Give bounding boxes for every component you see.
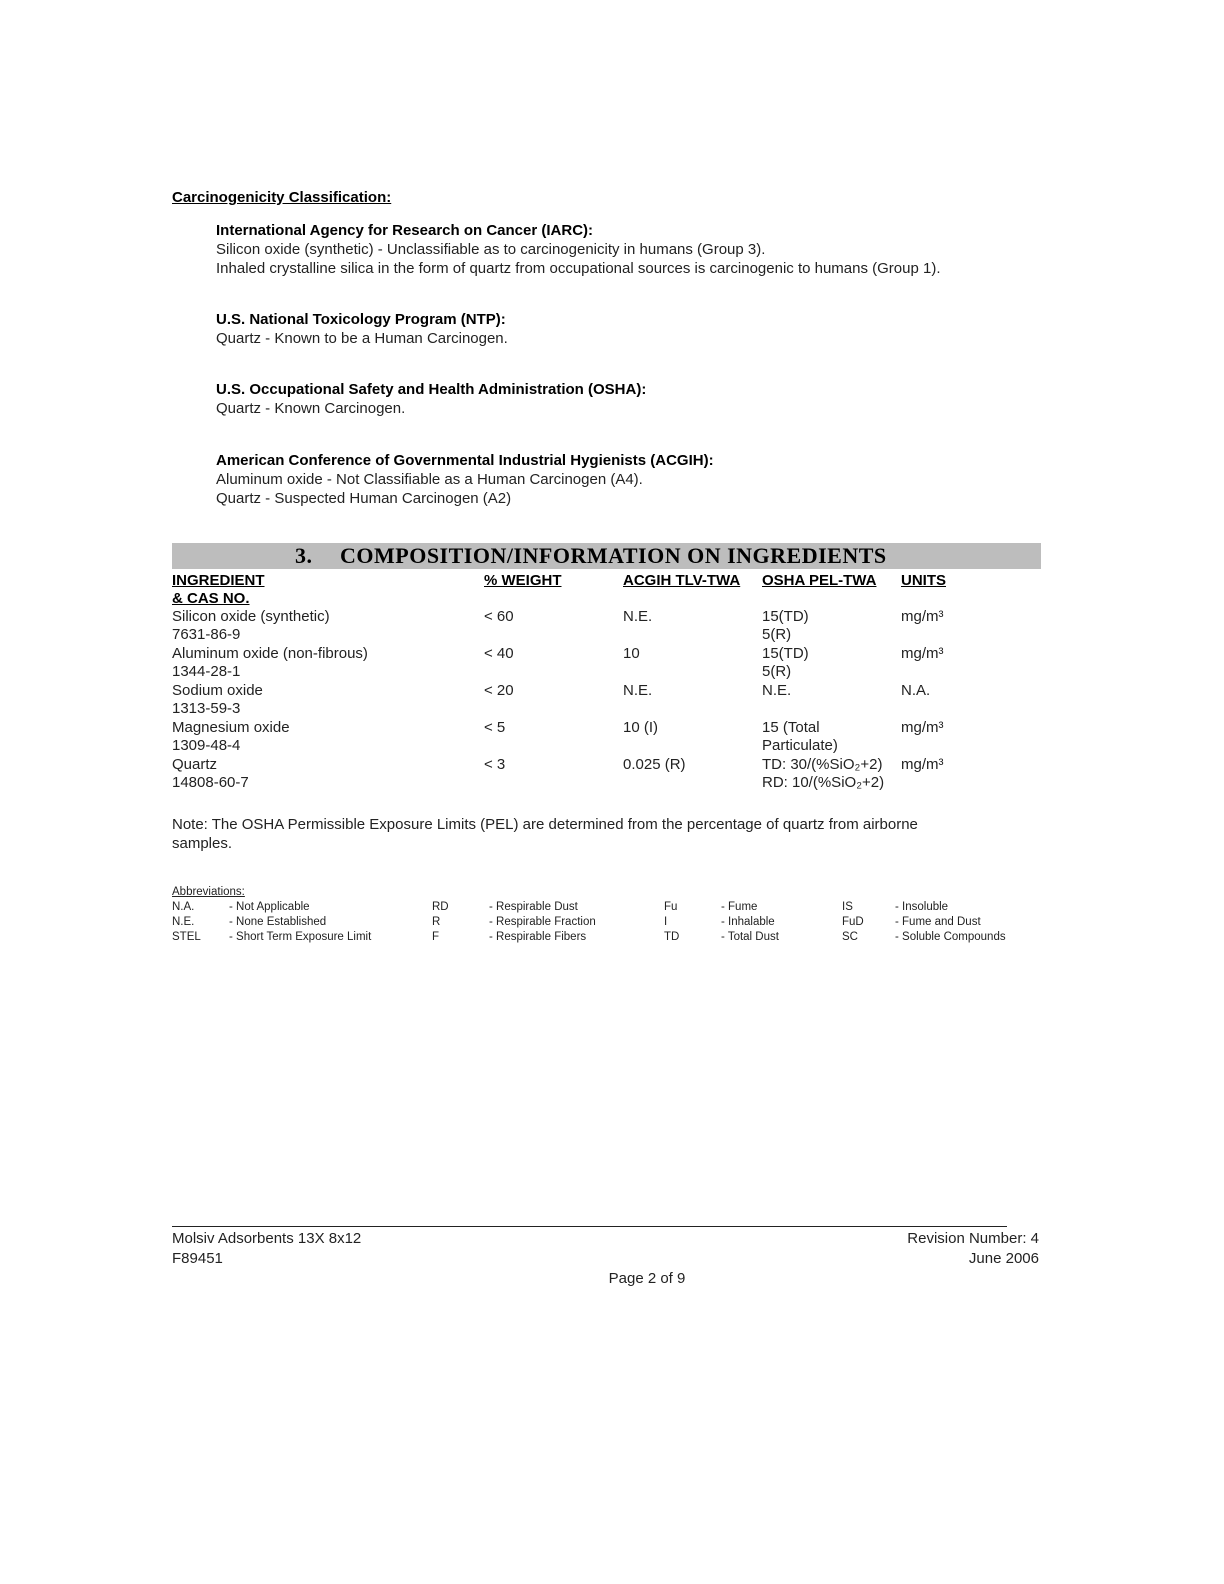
percent-weight: < 3 — [484, 756, 506, 773]
note-line: Note: The OSHA Permissible Exposure Limits (PEL) are determined from the percentage of quartz from airborne — [172, 816, 918, 833]
footer-rule — [172, 1226, 1007, 1227]
osha-value: 15(TD) — [762, 608, 809, 625]
abbr-code: FuD — [842, 916, 864, 928]
acgih-line: Quartz - Suspected Human Carcinogen (A2) — [216, 490, 512, 507]
header-cas: & CAS NO. — [172, 590, 250, 607]
percent-weight: < 40 — [484, 645, 514, 662]
abbr-desc: - Inhalable — [721, 916, 775, 928]
abbr-desc: - Respirable Fraction — [489, 916, 596, 928]
osha-value: RD: 10/(%SiO₂+2) — [762, 774, 885, 791]
osha-value: 5(R) — [762, 663, 792, 680]
acgih-value: N.E. — [623, 682, 653, 699]
abbr-desc: - Fume — [721, 901, 758, 913]
abbr-desc: - Short Term Exposure Limit — [229, 931, 372, 943]
cas-number: 7631-86-9 — [172, 626, 241, 643]
cas-number: 14808-60-7 — [172, 774, 249, 791]
abbr-desc: - None Established — [229, 916, 327, 928]
ntp-title: U.S. National Toxicology Program (NTP): — [216, 311, 506, 328]
cas-number: 1313-59-3 — [172, 700, 241, 717]
footer-product: Molsiv Adsorbents 13X 8x12 — [172, 1230, 362, 1247]
abbr-desc: - Total Dust — [721, 931, 779, 943]
abbr-code: STEL — [172, 931, 201, 943]
header-osha: OSHA PEL-TWA — [762, 572, 877, 589]
section-number: 3. — [295, 543, 313, 568]
units-value: mg/m³ — [901, 719, 944, 736]
abbr-desc: - Insoluble — [895, 901, 949, 913]
acgih-title: American Conference of Governmental Industrial Hygienists (ACGIH): — [216, 452, 714, 469]
abbr-code: RD — [432, 901, 449, 913]
osha-value: 15 (Total — [762, 719, 820, 736]
osha-value: TD: 30/(%SiO₂+2) — [762, 756, 883, 773]
ntp-line: Quartz - Known to be a Human Carcinogen. — [216, 330, 508, 347]
iarc-line: Silicon oxide (synthetic) - Unclassifiable as to carcinogenicity in humans (Group 3). — [216, 241, 766, 258]
abbr-code: R — [432, 916, 441, 928]
carcinogenicity-heading: Carcinogenicity Classification: — [172, 189, 392, 206]
ingredient-name: Aluminum oxide (non-fibrous) — [172, 645, 368, 662]
ingredient-name: Quartz — [172, 756, 218, 773]
percent-weight: < 20 — [484, 682, 514, 699]
osha-title: U.S. Occupational Safety and Health Administration (OSHA): — [216, 381, 647, 398]
units-value: mg/m³ — [901, 608, 944, 625]
footer-page-number: Page 2 of 9 — [608, 1270, 686, 1287]
acgih-value: 0.025 (R) — [623, 756, 686, 773]
abbr-code: TD — [664, 931, 680, 943]
acgih-value: 10 (I) — [623, 719, 659, 736]
abbr-desc: - Fume and Dust — [895, 916, 981, 928]
cas-number: 1344-28-1 — [172, 663, 241, 680]
acgih-value: N.E. — [623, 608, 653, 625]
cas-number: 1309-48-4 — [172, 737, 241, 754]
abbr-desc: - Respirable Dust — [489, 901, 578, 913]
units-value: mg/m³ — [901, 645, 944, 662]
percent-weight: < 60 — [484, 608, 514, 625]
abbr-code: N.E. — [172, 916, 195, 928]
abbr-code: F — [432, 931, 440, 943]
osha-value: Particulate) — [762, 737, 838, 754]
ingredient-name: Sodium oxide — [172, 682, 263, 699]
header-units: UNITS — [901, 572, 946, 589]
footer-revision: Revision Number: 4 — [907, 1230, 1039, 1247]
section-title-text: COMPOSITION/INFORMATION ON INGREDIENTS — [340, 543, 887, 568]
note-line: samples. — [172, 835, 233, 852]
header-weight: % WEIGHT — [484, 572, 562, 589]
osha-value: 5(R) — [762, 626, 792, 643]
footer-date: June 2006 — [968, 1250, 1039, 1267]
header-ingredient: INGREDIENT — [172, 572, 265, 589]
abbr-desc: - Soluble Compounds — [895, 931, 1006, 943]
osha-value: N.E. — [762, 682, 792, 699]
units-value: N.A. — [901, 682, 931, 699]
acgih-line: Aluminum oxide - Not Classifiable as a Human Carcinogen (A4). — [216, 471, 643, 488]
ingredient-name: Silicon oxide (synthetic) — [172, 608, 330, 625]
section-title — [295, 543, 887, 569]
units-value: mg/m³ — [901, 756, 944, 773]
iarc-title: International Agency for Research on Cancer (IARC): — [216, 222, 594, 239]
acgih-value: 10 — [623, 645, 640, 662]
abbreviations-heading: Abbreviations: — [172, 886, 245, 898]
abbr-code: SC — [842, 931, 858, 943]
abbr-code: IS — [842, 901, 853, 913]
osha-value: 15(TD) — [762, 645, 809, 662]
iarc-line: Inhaled crystalline silica in the form of quartz from occupational sources is carcinogenic to humans (Group 1). — [216, 260, 941, 277]
abbr-code: Fu — [664, 901, 678, 913]
footer-code: F89451 — [172, 1250, 223, 1267]
abbr-code: N.A. — [172, 901, 195, 913]
abbr-desc: - Respirable Fibers — [489, 931, 587, 943]
header-acgih: ACGIH TLV-TWA — [623, 572, 741, 589]
ingredient-name: Magnesium oxide — [172, 719, 290, 736]
percent-weight: < 5 — [484, 719, 506, 736]
osha-line: Quartz - Known Carcinogen. — [216, 400, 406, 417]
abbr-desc: - Not Applicable — [229, 901, 310, 913]
abbr-code: I — [664, 916, 668, 928]
